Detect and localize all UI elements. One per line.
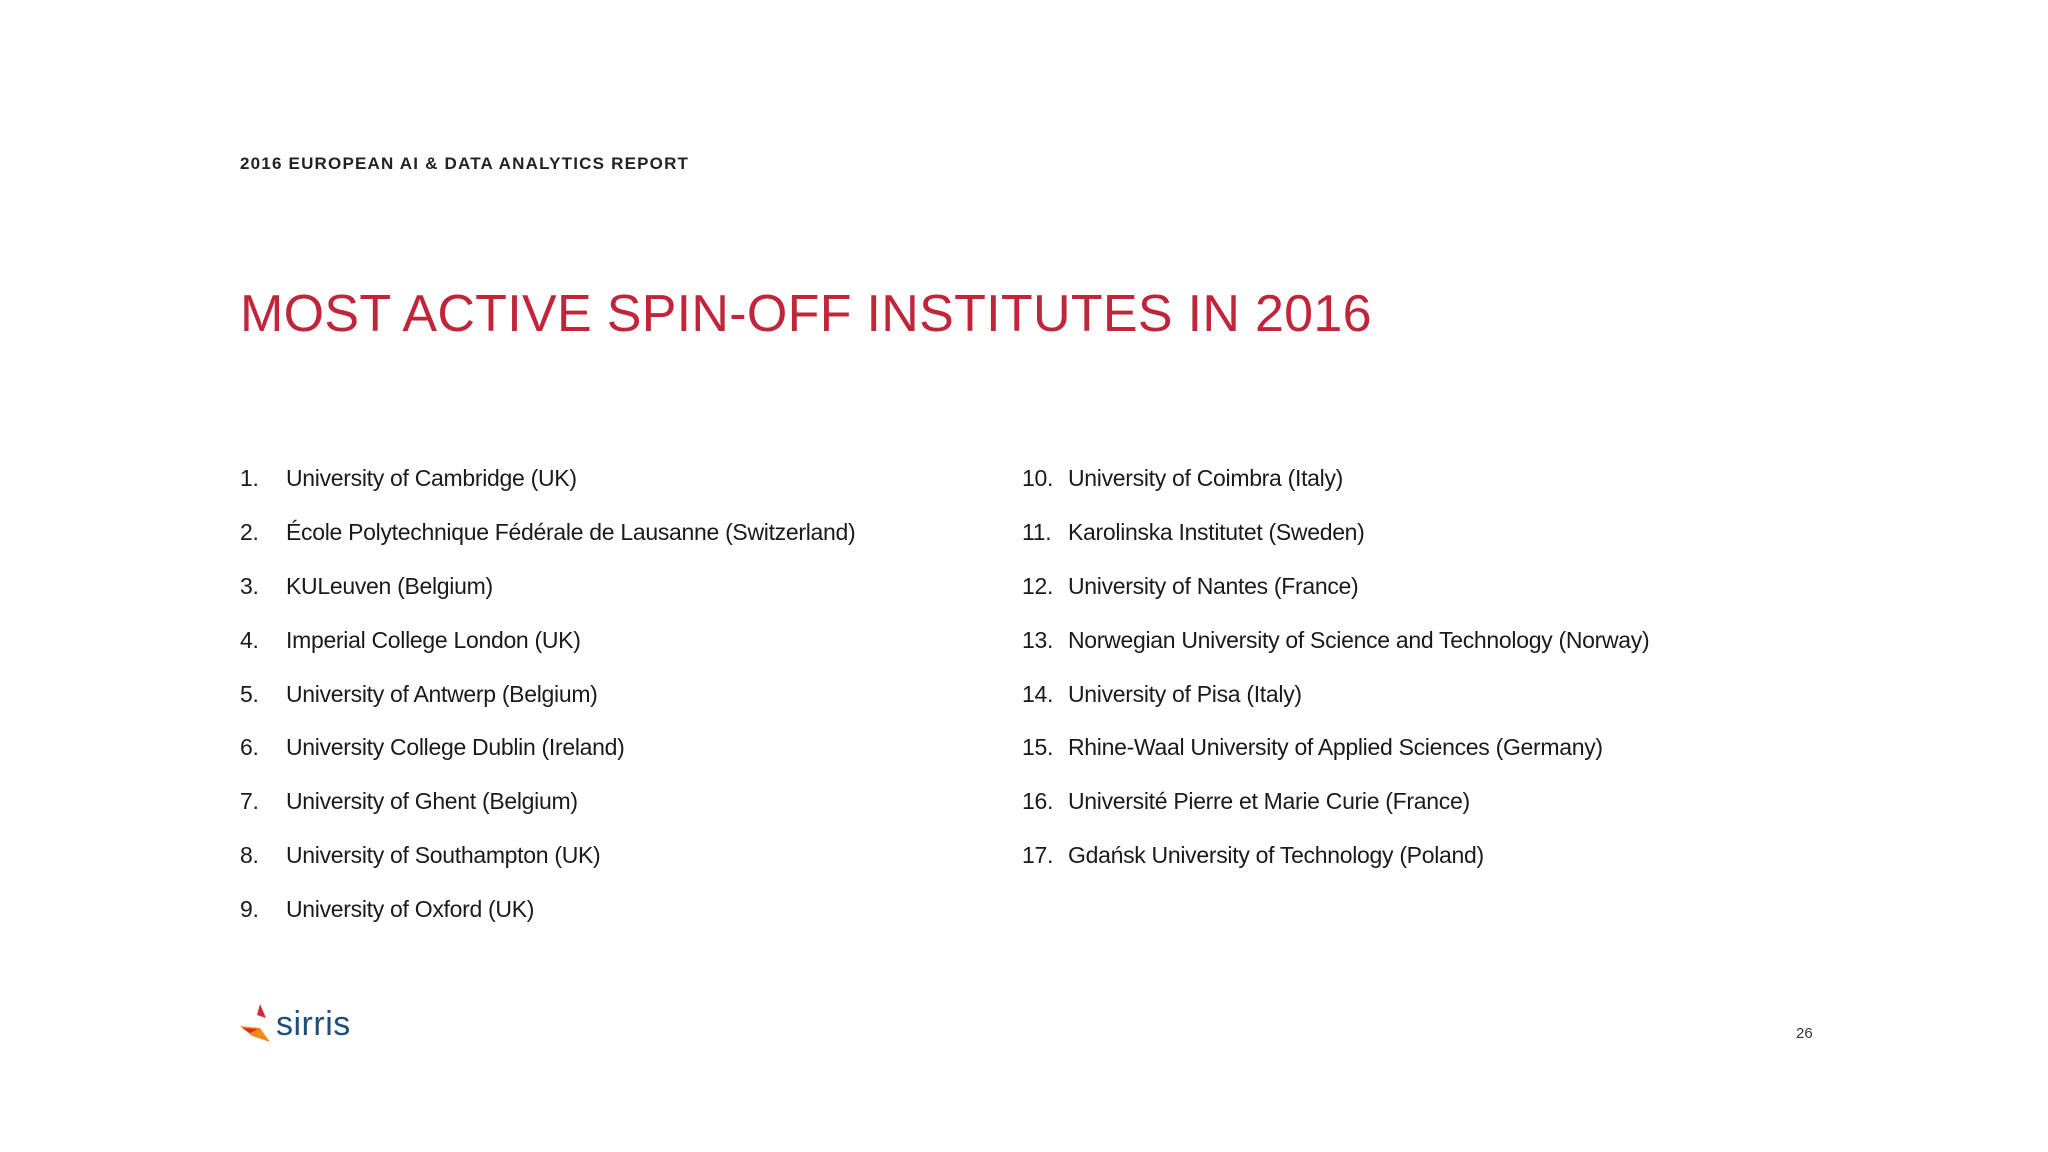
list-item-name: University of Oxford (UK): [286, 895, 535, 922]
list-item-number: 4.: [240, 626, 259, 653]
list-item-name: Rhine-Waal University of Applied Sciences (Germany): [1068, 734, 1603, 761]
list-item: [1022, 721, 1649, 775]
sirris-logo-text: sirris: [276, 1004, 351, 1043]
list-item: [240, 452, 855, 506]
list-item-name: Karolinska Institutet (Sweden): [1068, 519, 1365, 546]
list-item: [240, 613, 855, 667]
list-item-number: 17.: [1022, 841, 1054, 868]
list-item-name: École Polytechnique Fédérale de Lausanne (Switzerland): [286, 519, 856, 546]
page-number: 26: [1796, 1025, 1813, 1042]
list-item: [1022, 506, 1649, 560]
list-item-name: University College Dublin (Ireland): [286, 734, 625, 761]
list-item-number: 5.: [240, 680, 259, 707]
list-item: [1022, 452, 1649, 506]
page-title: MOST ACTIVE SPIN-OFF INSTITUTES IN 2016: [240, 285, 1372, 343]
list-item-number: 8.: [240, 841, 259, 868]
list-item: [240, 506, 855, 560]
list-item-name: University of Southampton (UK): [286, 841, 601, 868]
sirris-logo-mark-icon: [238, 1002, 274, 1046]
list-item: [240, 667, 855, 721]
list-item-number: 15.: [1022, 734, 1054, 761]
list-item-name: KULeuven (Belgium): [286, 572, 493, 599]
list-item: [240, 829, 855, 883]
institute-list-right: [1022, 452, 1649, 882]
list-item-number: 16.: [1022, 788, 1054, 815]
list-item-number: 7.: [240, 788, 259, 815]
list-item-name: University of Ghent (Belgium): [286, 788, 578, 815]
report-label: 2016 EUROPEAN AI & DATA ANALYTICS REPORT: [240, 154, 690, 173]
list-item-number: 3.: [240, 572, 259, 599]
institute-list-left: [240, 452, 855, 936]
list-item: [1022, 667, 1649, 721]
list-item-name: Gdańsk University of Technology (Poland): [1068, 841, 1484, 868]
list-item-name: Imperial College London (UK): [286, 626, 581, 653]
list-item: [240, 775, 855, 829]
list-item-name: University of Cambridge (UK): [286, 465, 577, 492]
list-item-number: 11.: [1022, 519, 1052, 546]
list-item: [240, 882, 855, 936]
list-item-number: 14.: [1022, 680, 1054, 707]
list-item-number: 2.: [240, 519, 259, 546]
list-item-name: Université Pierre et Marie Curie (France): [1068, 788, 1470, 815]
sirris-logo: [238, 1002, 351, 1046]
list-item-name: University of Nantes (France): [1068, 572, 1359, 599]
list-item-name: University of Antwerp (Belgium): [286, 680, 598, 707]
list-item: [1022, 560, 1649, 614]
list-item: [1022, 829, 1649, 883]
list-item: [240, 721, 855, 775]
list-item-number: 12.: [1022, 572, 1054, 599]
list-item-number: 1.: [240, 465, 259, 492]
list-item-name: Norwegian University of Science and Technology (Norway): [1068, 626, 1650, 653]
list-item-name: University of Coimbra (Italy): [1068, 465, 1344, 492]
list-item-number: 6.: [240, 734, 259, 761]
list-item-number: 9.: [240, 895, 259, 922]
list-item-number: 10.: [1022, 465, 1054, 492]
list-item-name: University of Pisa (Italy): [1068, 680, 1302, 707]
list-item: [240, 560, 855, 614]
list-item: [1022, 613, 1649, 667]
list-item-number: 13.: [1022, 626, 1054, 653]
list-item: [1022, 775, 1649, 829]
